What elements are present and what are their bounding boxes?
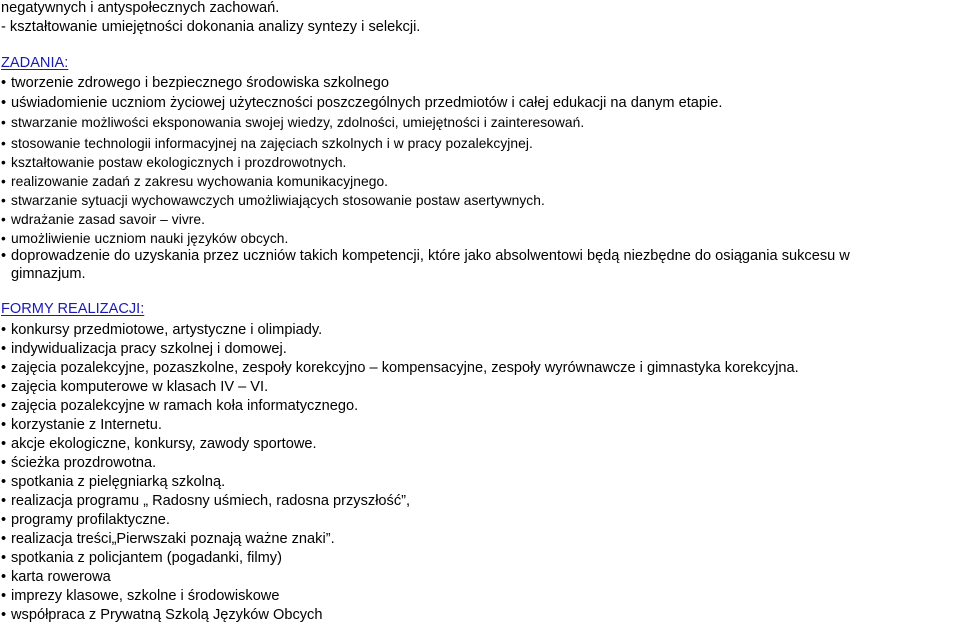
- bullet-icon: •: [1, 607, 7, 623]
- formy-item-text: spotkania z pielęgniarką szkolną.: [11, 474, 226, 490]
- bullet-icon: •: [1, 436, 7, 452]
- zadania-item-text: stosowanie technologii informacyjnej na zajęciach szkolnych i w pracy pozalekcyjnej.: [11, 136, 533, 151]
- bullet-icon: •: [1, 398, 7, 414]
- bullet-icon: •: [1, 550, 7, 566]
- formy-item-text: programy profilaktyczne.: [11, 512, 170, 528]
- bullet-icon: •: [1, 531, 7, 547]
- bullet-icon: •: [1, 231, 6, 246]
- bullet-icon: •: [1, 588, 7, 604]
- bullet-icon: •: [1, 493, 7, 509]
- bullet-icon: •: [1, 569, 7, 585]
- bullet-icon: •: [1, 115, 6, 130]
- formy-item-text: karta rowerowa: [11, 569, 111, 585]
- intro-line-2: - kształtowanie umiejętności dokonania analizy syntezy i selekcji.: [1, 19, 421, 35]
- zadania-item-text: wdrażanie zasad savoir – vivre.: [11, 212, 206, 227]
- bullet-icon: •: [1, 212, 6, 227]
- bullet-icon: •: [1, 341, 7, 357]
- formy-heading: FORMY REALIZACJI:: [1, 301, 145, 317]
- formy-item-text: realizacja treści„Pierwszaki poznają ważne znaki”.: [11, 531, 335, 547]
- bullet-icon: •: [1, 95, 7, 111]
- formy-item-text: zajęcia pozalekcyjne w ramach koła informatycznego.: [11, 398, 359, 414]
- formy-item-text: akcje ekologiczne, konkursy, zawody sportowe.: [11, 436, 317, 452]
- zadania-item-text: doprowadzenie do uzyskania przez uczniów takich kompetencji, które jako absolwentowi będą niezbędne do osiągania sukcesu w: [11, 248, 850, 264]
- bullet-icon: •: [1, 455, 7, 471]
- formy-item-text: spotkania z policjantem (pogadanki, filmy): [11, 550, 282, 566]
- bullet-icon: •: [1, 474, 7, 490]
- zadania-item-text: umożliwienie uczniom nauki języków obcych.: [11, 231, 289, 246]
- formy-item-text: indywidualizacja pracy szkolnej i domowej.: [11, 341, 287, 357]
- bullet-icon: •: [1, 193, 6, 208]
- zadania-item-text: uświadomienie uczniom życiowej użyteczności poszczególnych przedmiotów i całej edukacji na danym etapie.: [11, 95, 723, 111]
- bullet-icon: •: [1, 322, 7, 338]
- bullet-icon: •: [1, 360, 7, 376]
- zadania-item-text: stwarzanie sytuacji wychowawczych umożliwiających stosowanie postaw asertywnych.: [11, 193, 545, 208]
- bullet-icon: •: [1, 379, 7, 395]
- zadania-item-text: kształtowanie postaw ekologicznych i prozdrowotnych.: [11, 155, 347, 170]
- bullet-icon: •: [1, 75, 7, 91]
- formy-item-text: zajęcia pozalekcyjne, pozaszkolne, zespoły korekcyjno – kompensacyjne, zespoły wyrównawcze i gimnastyka korekcyjna.: [11, 360, 799, 376]
- bullet-icon: •: [1, 417, 7, 433]
- zadania-item-text: stwarzanie możliwości eksponowania swojej wiedzy, zdolności, umiejętności i zainteresowań.: [11, 115, 585, 130]
- formy-item-text: ścieżka prozdrowotna.: [11, 455, 157, 471]
- formy-item-text: korzystanie z Internetu.: [11, 417, 162, 433]
- bullet-icon: •: [1, 155, 6, 170]
- formy-item-text: konkursy przedmiotowe, artystyczne i olimpiady.: [11, 322, 323, 338]
- zadania-item-text: realizowanie zadań z zakresu wychowania komunikacyjnego.: [11, 174, 389, 189]
- zadania-heading: ZADANIA:: [1, 55, 69, 71]
- formy-item-text: zajęcia komputerowe w klasach IV – VI.: [11, 379, 269, 395]
- bullet-icon: •: [1, 174, 6, 189]
- bullet-icon: •: [1, 512, 7, 528]
- formy-item-text: współpraca z Prywatną Szkolą Języków Obcych: [11, 607, 323, 623]
- bullet-icon: •: [1, 248, 7, 264]
- intro-line-1: negatywnych i antyspołecznych zachowań.: [1, 0, 280, 16]
- formy-item-text: imprezy klasowe, szkolne i środowiskowe: [11, 588, 280, 604]
- formy-item-text: realizacja programu „ Radosny uśmiech, radosna przyszłość”,: [11, 493, 411, 509]
- zadania-item-continuation: gimnazjum.: [11, 266, 86, 282]
- bullet-icon: •: [1, 136, 6, 151]
- zadania-item-text: tworzenie zdrowego i bezpiecznego środowiska szkolnego: [11, 75, 390, 91]
